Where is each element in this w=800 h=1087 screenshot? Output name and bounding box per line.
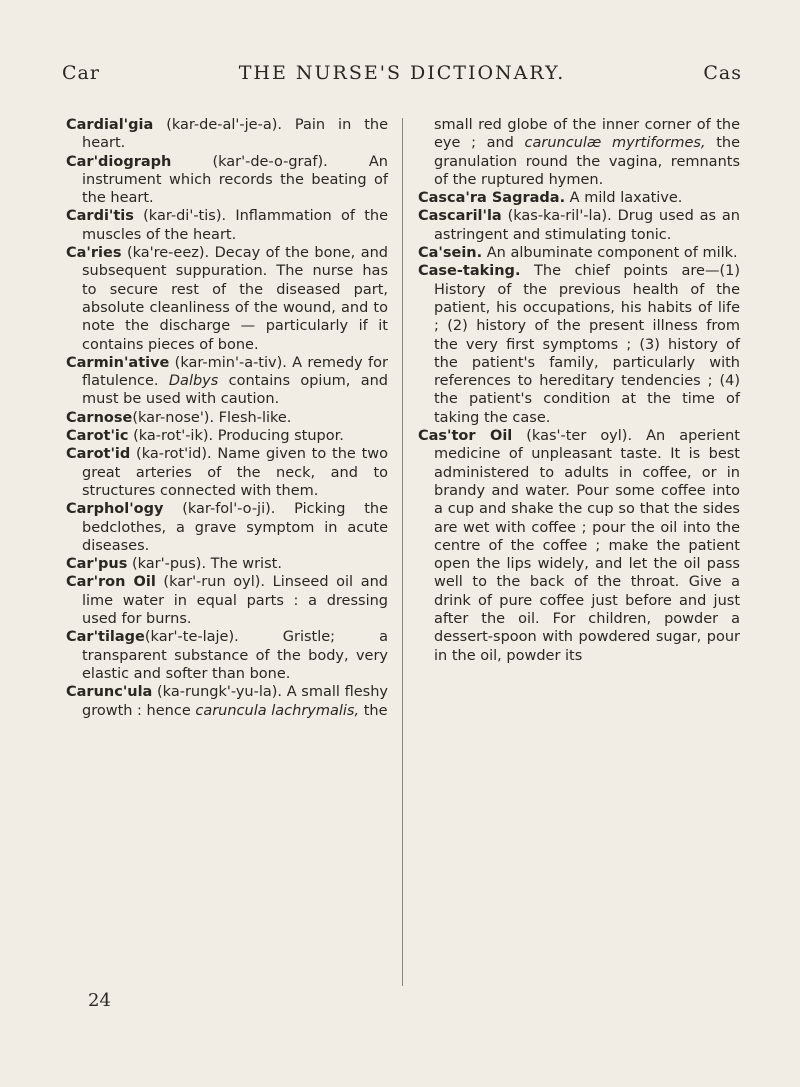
dictionary-entry <box>66 354 388 409</box>
page-number: 24 <box>88 990 111 1011</box>
entry-definition: (kar-nose'). Flesh-like. <box>132 409 292 426</box>
entry-headword: Car'ron Oil <box>66 574 156 591</box>
dictionary-entry <box>66 153 388 208</box>
dictionary-entry <box>66 555 388 573</box>
entry-italic-term: carunculæ myrtiformes, <box>524 135 706 152</box>
entry-headword: Ca'sein. <box>418 245 483 262</box>
entry-headword: Car'diograph <box>66 153 172 170</box>
entry-definition: (ka-rungk'-yu-la). A small fleshy growth : hence <box>82 684 388 719</box>
entry-definition: An albuminate component of milk. <box>482 245 738 262</box>
entry-definition: A mild laxative. <box>565 190 683 207</box>
dictionary-entry <box>66 409 388 427</box>
entry-headword: Carunc'ula <box>66 684 153 701</box>
entry-headword: Carot'id <box>66 446 131 463</box>
entry-definition: (kar'-te-laje). Gristle; a transparent substance of the body, very elastic and softer than bone. <box>82 629 388 682</box>
running-header <box>62 62 742 96</box>
entry-headword: Carphol'ogy <box>66 501 164 518</box>
entry-definition-continued: the granulation round the vagina, remnants of the ruptured hymen. <box>434 135 740 188</box>
dictionary-entry <box>418 116 740 189</box>
dictionary-entry <box>66 445 388 500</box>
entry-definition: (kar'-de-o-graf). An instrument which records the beating of the heart. <box>82 153 388 207</box>
entry-headword: Cardial'gia <box>66 117 154 133</box>
entry-headword: Carmin'ative <box>66 354 170 371</box>
entry-headword: Cardi'tis <box>66 208 134 225</box>
dictionary-entry <box>66 500 388 555</box>
entry-headword: Carot'ic <box>66 428 129 445</box>
dictionary-entry <box>418 189 740 207</box>
entry-headword: Cascaril'la <box>418 208 502 225</box>
entry-definition: (kar-de-al'-je-a). Pain in the heart. <box>82 117 388 152</box>
entry-definition: (ka-rot'-ik). Producing stupor. <box>128 428 344 445</box>
dictionary-entry <box>66 244 388 354</box>
dictionary-entry <box>66 573 388 628</box>
entry-definition: (kar'-run oyl). Linseed oil and lime water in equal parts : a dressing used for burns. <box>82 574 388 628</box>
entry-definition: (ka're-eez). Decay of the bone, and subsequent suppuration. The nurse has to secure rest of the diseased part, absolute cleanliness of the wound, and to note the discharge — particularly if it contains pieces of bone. <box>82 245 388 353</box>
entry-definition: The chief points are—(1) History of the previous health of the patient, his occupations, his habits of life ; (2) history of the present illness from the very first symptoms ; (3) history of the patient's family, particularly with references to hereditary tendencies ; (4) the patient's condition at the time of taking the case. <box>434 263 740 426</box>
entry-headword: Cas'tor Oil <box>418 428 513 445</box>
entry-definition: small red globe of the inner corner of the eye ; and <box>434 117 740 152</box>
entry-italic-term: Dalbys <box>168 373 219 390</box>
dictionary-entry <box>66 683 388 720</box>
column-divider <box>402 118 403 986</box>
dictionary-entry <box>418 207 740 244</box>
dictionary-entry <box>418 427 740 665</box>
dictionary-entry <box>66 427 388 445</box>
right-column <box>418 116 740 665</box>
entry-headword: Car'pus <box>66 556 128 573</box>
dictionary-entry <box>418 244 740 262</box>
entry-headword: Casca'ra Sagrada. <box>418 190 566 207</box>
dictionary-entry <box>66 628 388 683</box>
entry-definition: (ka-rot'id). Name given to the two great arteries of the neck, and to structures connected with them. <box>82 446 388 499</box>
dictionary-entry <box>66 207 388 244</box>
entry-italic-term: caruncula lachrymalis, <box>195 702 360 719</box>
entry-definition: (kar-min'-a-tiv). A remedy for flatulence. <box>82 354 388 390</box>
dictionary-entry <box>418 262 740 427</box>
entry-definition: (kar-fol'-o-ji). Picking the bedclothes, a grave symptom in acute diseases. <box>82 501 388 554</box>
entry-definition: (kas'-ter oyl). An aperient medicine of unpleasant taste. It is best administered to adults in coffee, or in brandy and water. Pour some coffee into a cup and shake the cup so that the sides are wet with coffee ; pour the oil into the centre of the coffee ; make the patient open the lips widely, and let the oil pass well to the back of the throat. Give a drink of pure coffee just before and just after the oil. For children, powder a dessert-spoon with powdered sugar, pour in the oil, powder its <box>434 428 740 664</box>
entry-headword: Car'tilage <box>66 629 145 646</box>
entry-definition: (kas-ka-ril'-la). Drug used as an astringent and stimulating tonic. <box>434 208 740 243</box>
entry-definition-continued: contains opium, and must be used with caution. <box>82 373 389 408</box>
header-right-guideword: Cas <box>703 62 742 84</box>
entry-definition: (kar'-pus). The wrist. <box>127 556 282 573</box>
entry-headword: Ca'ries <box>66 245 122 262</box>
entry-definition: (kar-di'-tis). Inflammation of the muscles of the heart. <box>82 208 388 243</box>
entry-headword: Carnose <box>66 409 133 426</box>
left-column <box>66 116 388 720</box>
entry-definition-continued: the <box>359 702 388 719</box>
dictionary-entry <box>66 116 388 153</box>
header-title: THE NURSE'S DICTIONARY. <box>238 62 566 84</box>
entry-headword: Case-taking. <box>418 263 521 280</box>
header-left-guideword: Car <box>62 62 100 84</box>
